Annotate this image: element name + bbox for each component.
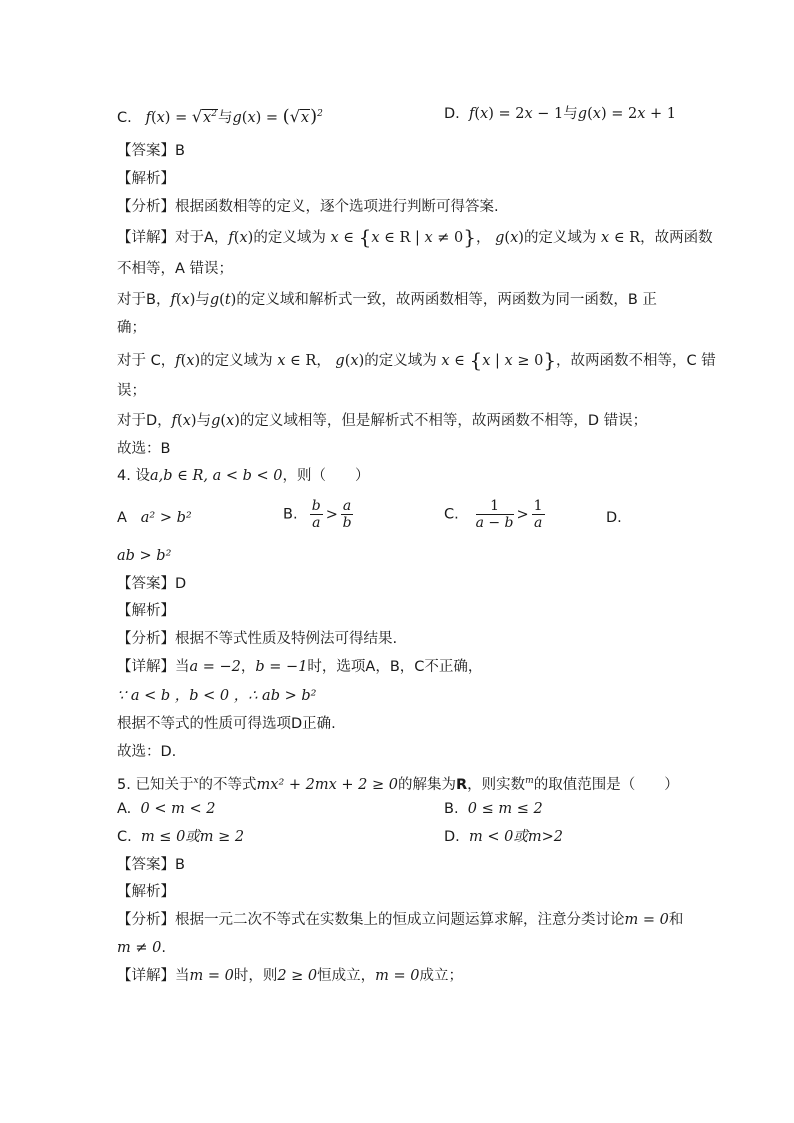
q5-option-b bbox=[444, 799, 543, 819]
text: 时，则 bbox=[233, 968, 278, 984]
math-domain-c: x ∈ {x | x ≥ 0} bbox=[441, 348, 557, 372]
q5-option-b-expr: 0 ≤ m ≤ 2 bbox=[467, 801, 543, 817]
q3-guxuan: 故选：B bbox=[117, 441, 171, 457]
option-label: D. bbox=[444, 106, 460, 122]
q5-fenxi-cont bbox=[117, 938, 166, 958]
q5-answer: 【答案】B bbox=[117, 857, 185, 873]
q3-detail-c bbox=[117, 350, 716, 371]
tag-xiangjie: 【详解】 bbox=[117, 230, 175, 246]
text: ， bbox=[476, 230, 491, 246]
math-fx: f(x) bbox=[228, 230, 254, 246]
text: . bbox=[161, 940, 166, 956]
text: ，故两函数不相等，C 错 bbox=[556, 353, 716, 369]
q3-answer: 【答案】B bbox=[117, 143, 185, 159]
text: 的定义域为 bbox=[200, 353, 273, 369]
text: 与 bbox=[195, 292, 210, 308]
text: 当 bbox=[175, 968, 190, 984]
text: ， bbox=[316, 353, 331, 369]
text: ，则（ ） bbox=[282, 468, 370, 484]
q5-jiexi: 【解析】 bbox=[117, 884, 175, 900]
text: 的不等式 bbox=[198, 776, 257, 793]
q3-detail-d bbox=[117, 411, 647, 431]
q3-fenxi bbox=[117, 197, 499, 217]
q5-stem bbox=[117, 771, 679, 795]
text: 的定义域为 bbox=[253, 230, 326, 246]
q3-option-d-expr: f(x) = 2x − 1与g(x) = 2x + 1 bbox=[469, 106, 676, 122]
q4-detail-2 bbox=[117, 686, 316, 706]
q5-option-a-expr: 0 < m < 2 bbox=[140, 801, 216, 817]
text: 4. 设 bbox=[117, 468, 150, 484]
q4-fenxi bbox=[117, 629, 397, 649]
q4-answer: 【答案】D bbox=[117, 576, 187, 592]
fenxi-text: 根据函数相等的定义，逐个选项进行判断可得答案. bbox=[175, 199, 499, 215]
q4-option-d-expr bbox=[117, 546, 171, 566]
text: 的定义域和解析式一致，故两函数相等，两函数为同一函数，B 正 bbox=[236, 292, 657, 308]
text: 的取值范围是（ ） bbox=[533, 776, 679, 793]
option-label: A bbox=[117, 510, 127, 526]
option-label: B. bbox=[444, 801, 459, 817]
fenxi-text: 根据一元二次不等式在实数集上的恒成立问题运算求解，注意分类讨论 bbox=[175, 912, 625, 928]
option-label: C. bbox=[117, 109, 132, 126]
option-label: C. bbox=[117, 829, 132, 845]
math-R: R bbox=[455, 776, 468, 793]
text: ， bbox=[240, 659, 256, 675]
tag-fenxi: 【分析】 bbox=[117, 631, 175, 647]
math-fx: f(x) bbox=[170, 292, 196, 308]
text: 与 bbox=[196, 413, 212, 429]
q5-detail-1 bbox=[117, 966, 463, 986]
text: 对于D， bbox=[117, 413, 172, 429]
q4-detail-1 bbox=[117, 657, 482, 677]
q4-derivation: ∵ a < b ，b < 0 ，∴ ab > b² bbox=[117, 688, 317, 704]
text: 的定义域为 bbox=[523, 230, 597, 246]
q3-detail-a-cont: 不相等，A 错误； bbox=[117, 261, 234, 277]
math-x: x bbox=[193, 776, 199, 786]
tag-fenxi: 【分析】 bbox=[117, 199, 175, 215]
q4-option-b-expr: $\frac{b}{a}$ > $\frac{a}{b}$ bbox=[311, 498, 352, 531]
q4-option-d bbox=[606, 508, 622, 528]
math-gx: g(x) bbox=[211, 413, 240, 429]
math-fx: f(x) bbox=[171, 413, 197, 429]
math-fx: f(x) bbox=[175, 353, 201, 369]
tag-fenxi: 【分析】 bbox=[117, 912, 175, 928]
q3-jiexi: 【解析】 bbox=[117, 171, 175, 187]
q5-option-d-expr: m < 0或m>2 bbox=[469, 829, 563, 845]
q5-option-d bbox=[444, 827, 563, 847]
q4-option-c-expr: $\frac{1}{a - b}$ > $\frac{1}{a}$ bbox=[475, 498, 543, 531]
text: ，故两函数 bbox=[640, 230, 713, 246]
fenxi-text: 根据不等式性质及特例法可得结果. bbox=[175, 631, 398, 647]
text: 的定义域为 bbox=[364, 353, 437, 369]
math-ineq: 2 ≥ 0 bbox=[277, 968, 318, 984]
q4-option-b bbox=[283, 498, 356, 531]
math-domain-r: x ∈ R bbox=[601, 230, 641, 246]
text: 恒成立， bbox=[317, 968, 376, 984]
q4-jiexi: 【解析】 bbox=[117, 603, 175, 619]
math-gx: g(x) bbox=[495, 230, 524, 246]
text: 5. 已知关于 bbox=[117, 776, 194, 793]
q4-guxuan: 故选：D. bbox=[117, 744, 177, 760]
q4-stem bbox=[117, 466, 369, 486]
text: ，则实数 bbox=[467, 776, 526, 793]
q4-option-d-math: ab > b² bbox=[117, 548, 172, 564]
math-m: m bbox=[525, 776, 534, 786]
q3-option-d bbox=[444, 104, 676, 124]
text: 的定义域相等，但是解析式不相等，故两函数不相等，D 错误； bbox=[239, 413, 648, 429]
text: 和 bbox=[668, 912, 684, 928]
option-label: B. bbox=[283, 506, 298, 523]
text: 的解集为 bbox=[397, 776, 456, 793]
text: 时，选项A，B，C不正确， bbox=[307, 659, 483, 675]
math-b-value: b = −1 bbox=[255, 659, 308, 675]
math-m-zero: m = 0 bbox=[375, 968, 420, 984]
q3-detail-b-cont: 确； bbox=[117, 320, 146, 336]
q5-option-a bbox=[117, 799, 215, 819]
text: 成立； bbox=[419, 968, 464, 984]
math-m-zero: m = 0 bbox=[189, 968, 234, 984]
q3-detail-a bbox=[117, 227, 713, 248]
text: 当 bbox=[175, 659, 190, 675]
q4-detail-3: 根据不等式的性质可得选项D正确. bbox=[117, 716, 336, 732]
math-domain-a: x ∈ {x ∈ R | x ≠ 0} bbox=[330, 225, 476, 249]
q3-option-c-expr: $f(x) = √x^2$与$g(x) = (√x)^2$ bbox=[145, 105, 323, 127]
q3-option-c bbox=[117, 104, 323, 128]
q4-condition: a,b ∈ R, a < b < 0 bbox=[149, 468, 283, 484]
q5-inequality: mx² + 2mx + 2 ≥ 0 bbox=[256, 776, 398, 793]
math-a-value: a = −2 bbox=[189, 659, 241, 675]
q3-detail-c-cont: 误； bbox=[117, 383, 146, 399]
q4-option-a bbox=[117, 508, 192, 528]
text: 对于A， bbox=[175, 230, 229, 246]
math-m-zero: m = 0 bbox=[624, 912, 669, 928]
math-gx: g(x) bbox=[335, 353, 365, 369]
option-label: C. bbox=[444, 506, 459, 523]
text: 对于B， bbox=[117, 292, 171, 308]
text: 对于 C， bbox=[117, 353, 176, 369]
option-label: A. bbox=[117, 801, 132, 817]
q5-option-c bbox=[117, 827, 244, 847]
q5-fenxi bbox=[117, 910, 683, 930]
option-label: D. bbox=[444, 829, 460, 845]
math-domain-r: x ∈ R bbox=[277, 353, 317, 369]
q4-option-c bbox=[444, 498, 548, 531]
math-m-nonzero: m ≠ 0 bbox=[117, 940, 162, 956]
option-label: D. bbox=[606, 510, 622, 526]
q3-detail-b bbox=[117, 290, 657, 310]
math-gt: g(t) bbox=[209, 292, 237, 308]
q5-option-c-expr: m ≤ 0或m ≥ 2 bbox=[140, 829, 245, 845]
tag-xiangjie: 【详解】 bbox=[117, 659, 175, 675]
tag-xiangjie: 【详解】 bbox=[117, 968, 175, 984]
q4-option-a-expr: a² > b² bbox=[140, 510, 192, 526]
